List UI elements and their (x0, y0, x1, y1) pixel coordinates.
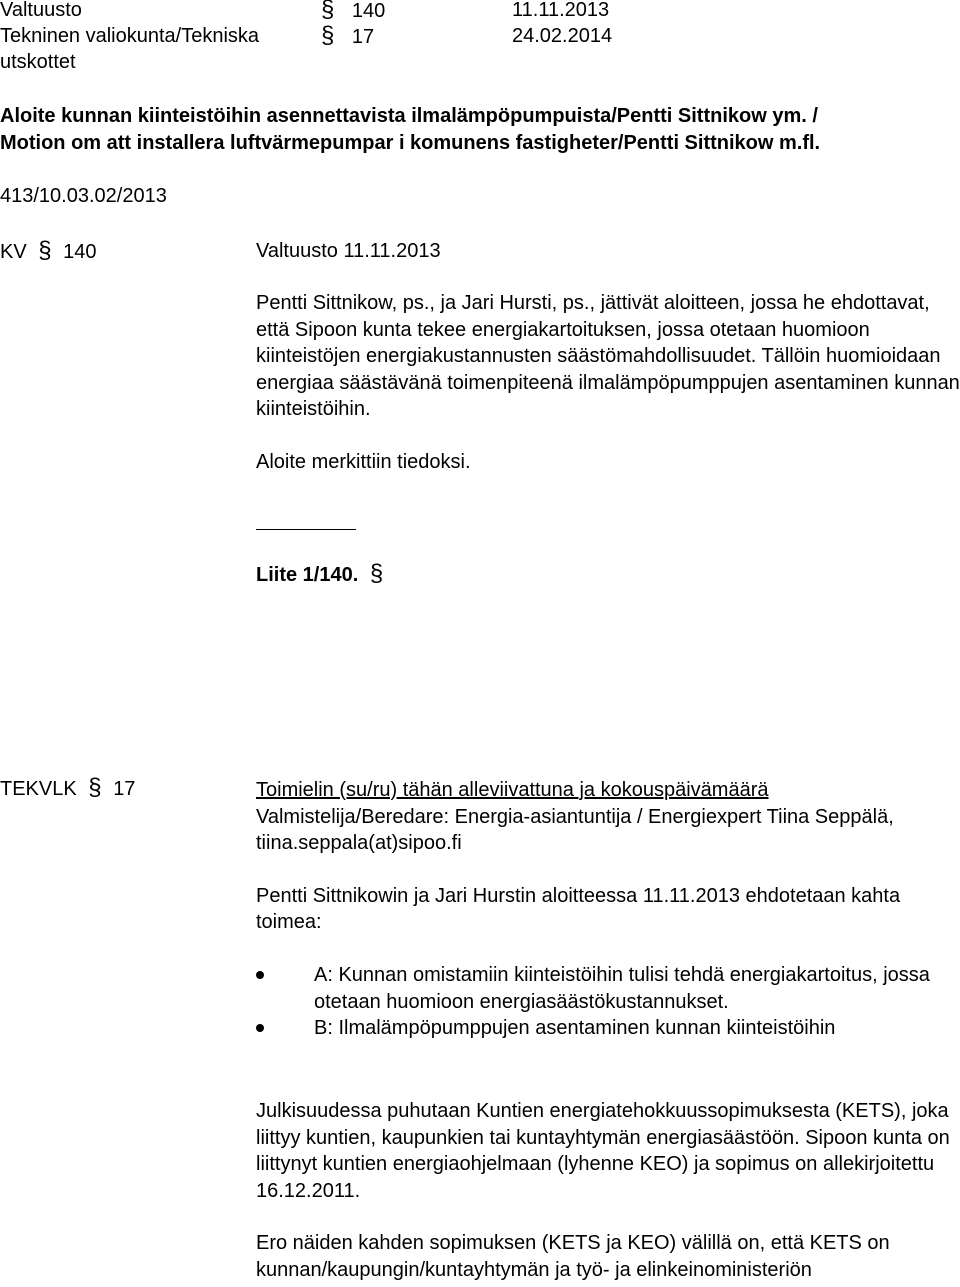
header-section-number-2: 17 (351, 26, 375, 48)
section-symbol: § (88, 774, 102, 801)
kv-attachment (256, 561, 383, 589)
kv-number: 140 (63, 241, 97, 263)
kv-section-label (0, 238, 97, 266)
list-item (256, 1015, 960, 1042)
tekvlk-label: TEKVLK (0, 778, 77, 800)
header-body-2-cont: utskottet (0, 51, 76, 73)
header-section-2 (321, 23, 374, 51)
section-symbol: § (321, 22, 335, 49)
tekvlk-bullet-list (256, 962, 960, 1042)
bullet-icon (256, 1024, 264, 1032)
section-symbol: § (369, 560, 384, 587)
tekvlk-underline-line: Toimielin (su/ru) tähän alleviivattuna ja kokouspäivämäärä (256, 779, 769, 801)
header-section-1 (321, 0, 385, 25)
kv-body (256, 290, 960, 475)
tekvlk-intro: Pentti Sittnikowin ja Jari Hurstin aloitteessa 11.11.2013 ehdotetaan kahta toimea: (256, 884, 901, 933)
tekvlk-preparer: Valmistelija/Beredare: Energia-asiantuntija / Energiexpert Tiina Seppälä, tiina.seppala(at)sipoo.fi (256, 805, 894, 854)
bullet-icon (256, 971, 264, 979)
kv-heading: Valtuusto 11.11.2013 (256, 240, 441, 262)
attachment-link: Liite 1/140. (256, 564, 359, 586)
tekvlk-body-2 (256, 1098, 960, 1283)
header-body-1: Valtuusto (0, 0, 82, 21)
bullet-text: A: Kunnan omistamiin kiinteistöihin tulisi tehdä energiakartoitus, jossa otetaan huomioon energiasäästökustannukset. (314, 964, 930, 1013)
title-line-1: Aloite kunnan kiinteistöihin asennettavista ilmalämpöpumpuista/Pentti Sittnikow ym. / (0, 105, 818, 127)
tekvlk-paragraph-diff: Ero näiden kahden sopimuksen (KETS ja KEO) välillä on, että KETS on kunnan/kaupungin/kuntayhtymän ja työ- ja elinkeinoministeriön (256, 1232, 890, 1281)
section-symbol: § (38, 237, 52, 264)
kv-paragraph-1: Pentti Sittnikow, ps., ja Jari Hursti, ps., jättivät aloitteen, jossa he ehdottavat, että Sipoon kunta tekee energiakartoituksen, jossa otetaan huomioon kiinteistöjen energiakustannusten säästömahdollisuudet. Tällöin huomioidaan energiaa säästävänä toimenpiteenä ilmalämpöpumppujen asentaminen kunnan kiinteistöihin. (256, 292, 960, 420)
bullet-text: B: Ilmalämpöpumppujen asentaminen kunnan kiinteistöihin (314, 1017, 836, 1039)
header-date-2: 24.02.2014 (512, 25, 613, 47)
list-item (256, 962, 960, 1015)
section-symbol: § (321, 0, 335, 23)
tekvlk-paragraph-kets: Julkisuudessa puhutaan Kuntien energiatehokkuussopimuksesta (KETS), joka liittyy kuntien, kaupunkien tai kuntayhtymän energiasäästöön. Sipoon kunta on liittynyt kuntien energiaohjelmaan (lyhenne KEO) ja sopimus on allekirjoitettu 16.12.2011. (256, 1100, 950, 1202)
tekvlk-body (256, 777, 960, 936)
header-section-number-1: 140 (351, 0, 386, 22)
kv-paragraph-2: Aloite merkittiin tiedoksi. (256, 450, 471, 473)
header-date-1: 11.11.2013 (512, 0, 610, 21)
kv-label: KV (0, 241, 27, 263)
header-body-2: Tekninen valiokunta/Tekniska (0, 25, 260, 47)
divider-line (256, 529, 356, 530)
tekvlk-section-label (0, 775, 135, 803)
title-line-2: Motion om att installera luftvärmepumpar i komunens fastigheter/Pentti Sittnikow m.fl. (0, 132, 821, 154)
tekvlk-number: 17 (113, 778, 136, 800)
reference-number: 413/10.03.02/2013 (0, 185, 167, 207)
